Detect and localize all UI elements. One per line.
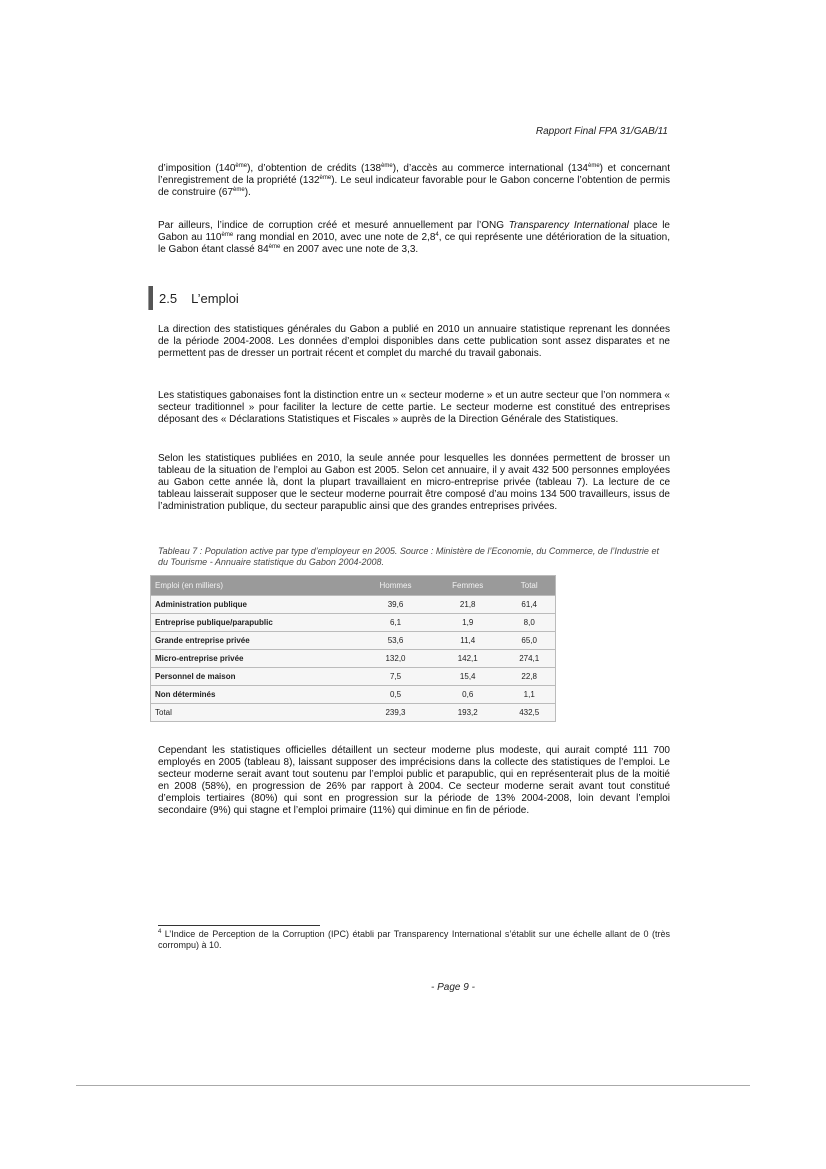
section-heading xyxy=(148,286,239,310)
table-row xyxy=(151,686,556,704)
text-run: place le Gabon au 110 xyxy=(158,220,670,243)
paragraph-sectors: Les statistiques gabonaises font la distinction entre un « secteur moderne » et un autre secteur que l’on nommera « secteur traditionnel » pour faciliter la lecture de cette partie. Le secteur moderne est constitué des entreprises déposant des « Déclarations Statistiques et Fiscales » auprès de la Direction Générale des Statistiques. xyxy=(158,390,670,425)
employment-table xyxy=(150,575,556,722)
footnote-text: L’Indice de Perception de la Corruption (IPC) établi par Transparency International s’établit sur une échelle allant de 0 (très corrompu) à 10. xyxy=(158,929,670,950)
superscript: ème xyxy=(268,244,281,250)
text-run: rang mondial en 2010, avec une note de 2,8 xyxy=(233,232,436,243)
table-row xyxy=(151,668,556,686)
row-label: Micro-entreprise privée xyxy=(151,650,360,668)
table-cell: 65,0 xyxy=(503,632,555,650)
superscript: ème xyxy=(221,232,234,238)
table-cell: 239,3 xyxy=(359,704,432,722)
footnote xyxy=(158,929,670,951)
text-run: Par ailleurs, l’indice de corruption créé et mesuré annuellement par l’ONG xyxy=(158,220,509,231)
superscript: ème xyxy=(235,163,248,169)
row-label: Grande entreprise privée xyxy=(151,632,360,650)
table-row xyxy=(151,650,556,668)
text-run: ) et concernant l’enregistrement de la propriété (132 xyxy=(158,163,670,186)
table-cell: 7,5 xyxy=(359,668,432,686)
column-header: Emploi (en milliers) xyxy=(151,576,360,596)
row-label: Non déterminés xyxy=(151,686,360,704)
table-cell: 15,4 xyxy=(432,668,503,686)
table-total-row xyxy=(151,704,556,722)
paragraph-intro: La direction des statistiques générales du Gabon a publié en 2010 un annuaire statistique reprenant les données de la période 2004-2008. Les données d’emploi disponibles dans cette publication sont assez disparates et ne permettent pas de dresser un portrait récent et complet du marché du travail gabonais. xyxy=(158,324,670,359)
page-number: - Page 9 - xyxy=(431,982,475,993)
footnote-mark: 4 xyxy=(158,929,162,935)
table-cell: 8,0 xyxy=(503,614,555,632)
table-cell: 0,5 xyxy=(359,686,432,704)
table-cell: 132,0 xyxy=(359,650,432,668)
paragraph-modern-sector: Cependant les statistiques officielles détaillent un secteur moderne plus modeste, qui aurait compté 111 700 employés en 2005 (tableau 8), laissant supposer des imprécisions dans la collecte des statistiques de l’emploi. Le secteur moderne serait avant tout soutenu par l’emploi public et parapublic, qui en représenterait plus de la moitié en 2008 (58%), en progression de 26% par rapport à 2004. Ce secteur moderne serait avant tout constitué d’emplois tertiaires (80%) qui sont en progression sur la période de 13% 2004-2008, loin devant l’emploi secondaire (9%) qui stagne et l’emploi primaire (11%) qui diminue en fin de période. xyxy=(158,745,670,816)
table-cell: 6,1 xyxy=(359,614,432,632)
footnote-separator xyxy=(158,925,320,926)
column-header: Hommes xyxy=(359,576,432,596)
section-number: 2.5 xyxy=(159,290,178,306)
table-caption: Tableau 7 : Population active par type d’employeur en 2005. Source : Ministère de l’Economie, du Commerce, de l’Industrie et du Tourisme - Annuaire statistique du Gabon 2004-2008. xyxy=(158,546,659,567)
row-label: Total xyxy=(151,704,360,722)
row-label: Administration publique xyxy=(151,596,360,614)
superscript: ème xyxy=(381,163,393,169)
text-run: ). Le seul indicateur favorable pour le Gabon concerne l’obtention de permis de construire (67 xyxy=(158,175,670,198)
column-header: Total xyxy=(503,576,555,596)
superscript: ème xyxy=(587,163,600,169)
section-marker-bar xyxy=(148,286,153,310)
text-run: ), d’obtention de crédits (138 xyxy=(247,163,382,174)
table-row xyxy=(151,596,556,614)
bottom-divider xyxy=(76,1085,750,1086)
table-cell: 0,6 xyxy=(432,686,503,704)
text-run: , ce qui représente une détérioration de la situation, le Gabon étant classé 84 xyxy=(158,232,670,255)
table-cell: 432,5 xyxy=(503,704,555,722)
table-cell: 11,4 xyxy=(432,632,503,650)
text-run: d’imposition (140 xyxy=(158,163,236,174)
table-cell: 53,6 xyxy=(359,632,432,650)
table-cell: 39,6 xyxy=(359,596,432,614)
paragraph-statistics: Selon les statistiques publiées en 2010, la seule année pour lesquelles les données permettent de brosser un tableau de la situation de l’emploi au Gabon est 2005. Selon cet annuaire, il y avait 432 500 personnes employées au Gabon cette année là, dont la plupart travaillaient en micro-entreprise privée (tableau 7). La lecture de ce tableau laisserait supposer que le secteur moderne pourrait être composé d’au moins 134 500 travailleurs, issus de l’administration publique, du secteur parapublic ainsi que des grandes entreprises privées. xyxy=(158,453,670,512)
superscript: ème xyxy=(233,187,245,193)
table-cell: 21,8 xyxy=(432,596,503,614)
table-cell: 1,9 xyxy=(432,614,503,632)
table-cell: 142,1 xyxy=(432,650,503,668)
table-row xyxy=(151,614,556,632)
column-header: Femmes xyxy=(432,576,503,596)
section-title: L’emploi xyxy=(191,290,239,306)
table-row xyxy=(151,632,556,650)
table-cell: 61,4 xyxy=(503,596,555,614)
table-cell: 1,1 xyxy=(503,686,555,704)
paragraph-corruption xyxy=(158,220,670,256)
table-cell: 193,2 xyxy=(432,704,503,722)
row-label: Personnel de maison xyxy=(151,668,360,686)
report-reference: Rapport Final FPA 31/GAB/11 xyxy=(535,126,668,137)
text-run: ). xyxy=(244,187,251,198)
superscript: ème xyxy=(319,175,332,181)
row-label: Entreprise publique/parapublic xyxy=(151,614,360,632)
table-cell: 22,8 xyxy=(503,668,555,686)
italic-text: Transparency International xyxy=(508,220,629,231)
footnote-ref[interactable]: 4 xyxy=(435,232,439,238)
text-run: ), d’accès au commerce international (134 xyxy=(392,163,588,174)
table-cell: 274,1 xyxy=(503,650,555,668)
paragraph-ranking xyxy=(158,163,670,199)
text-run: en 2007 avec une note de 3,3. xyxy=(280,244,419,255)
table-header-row xyxy=(151,576,556,596)
